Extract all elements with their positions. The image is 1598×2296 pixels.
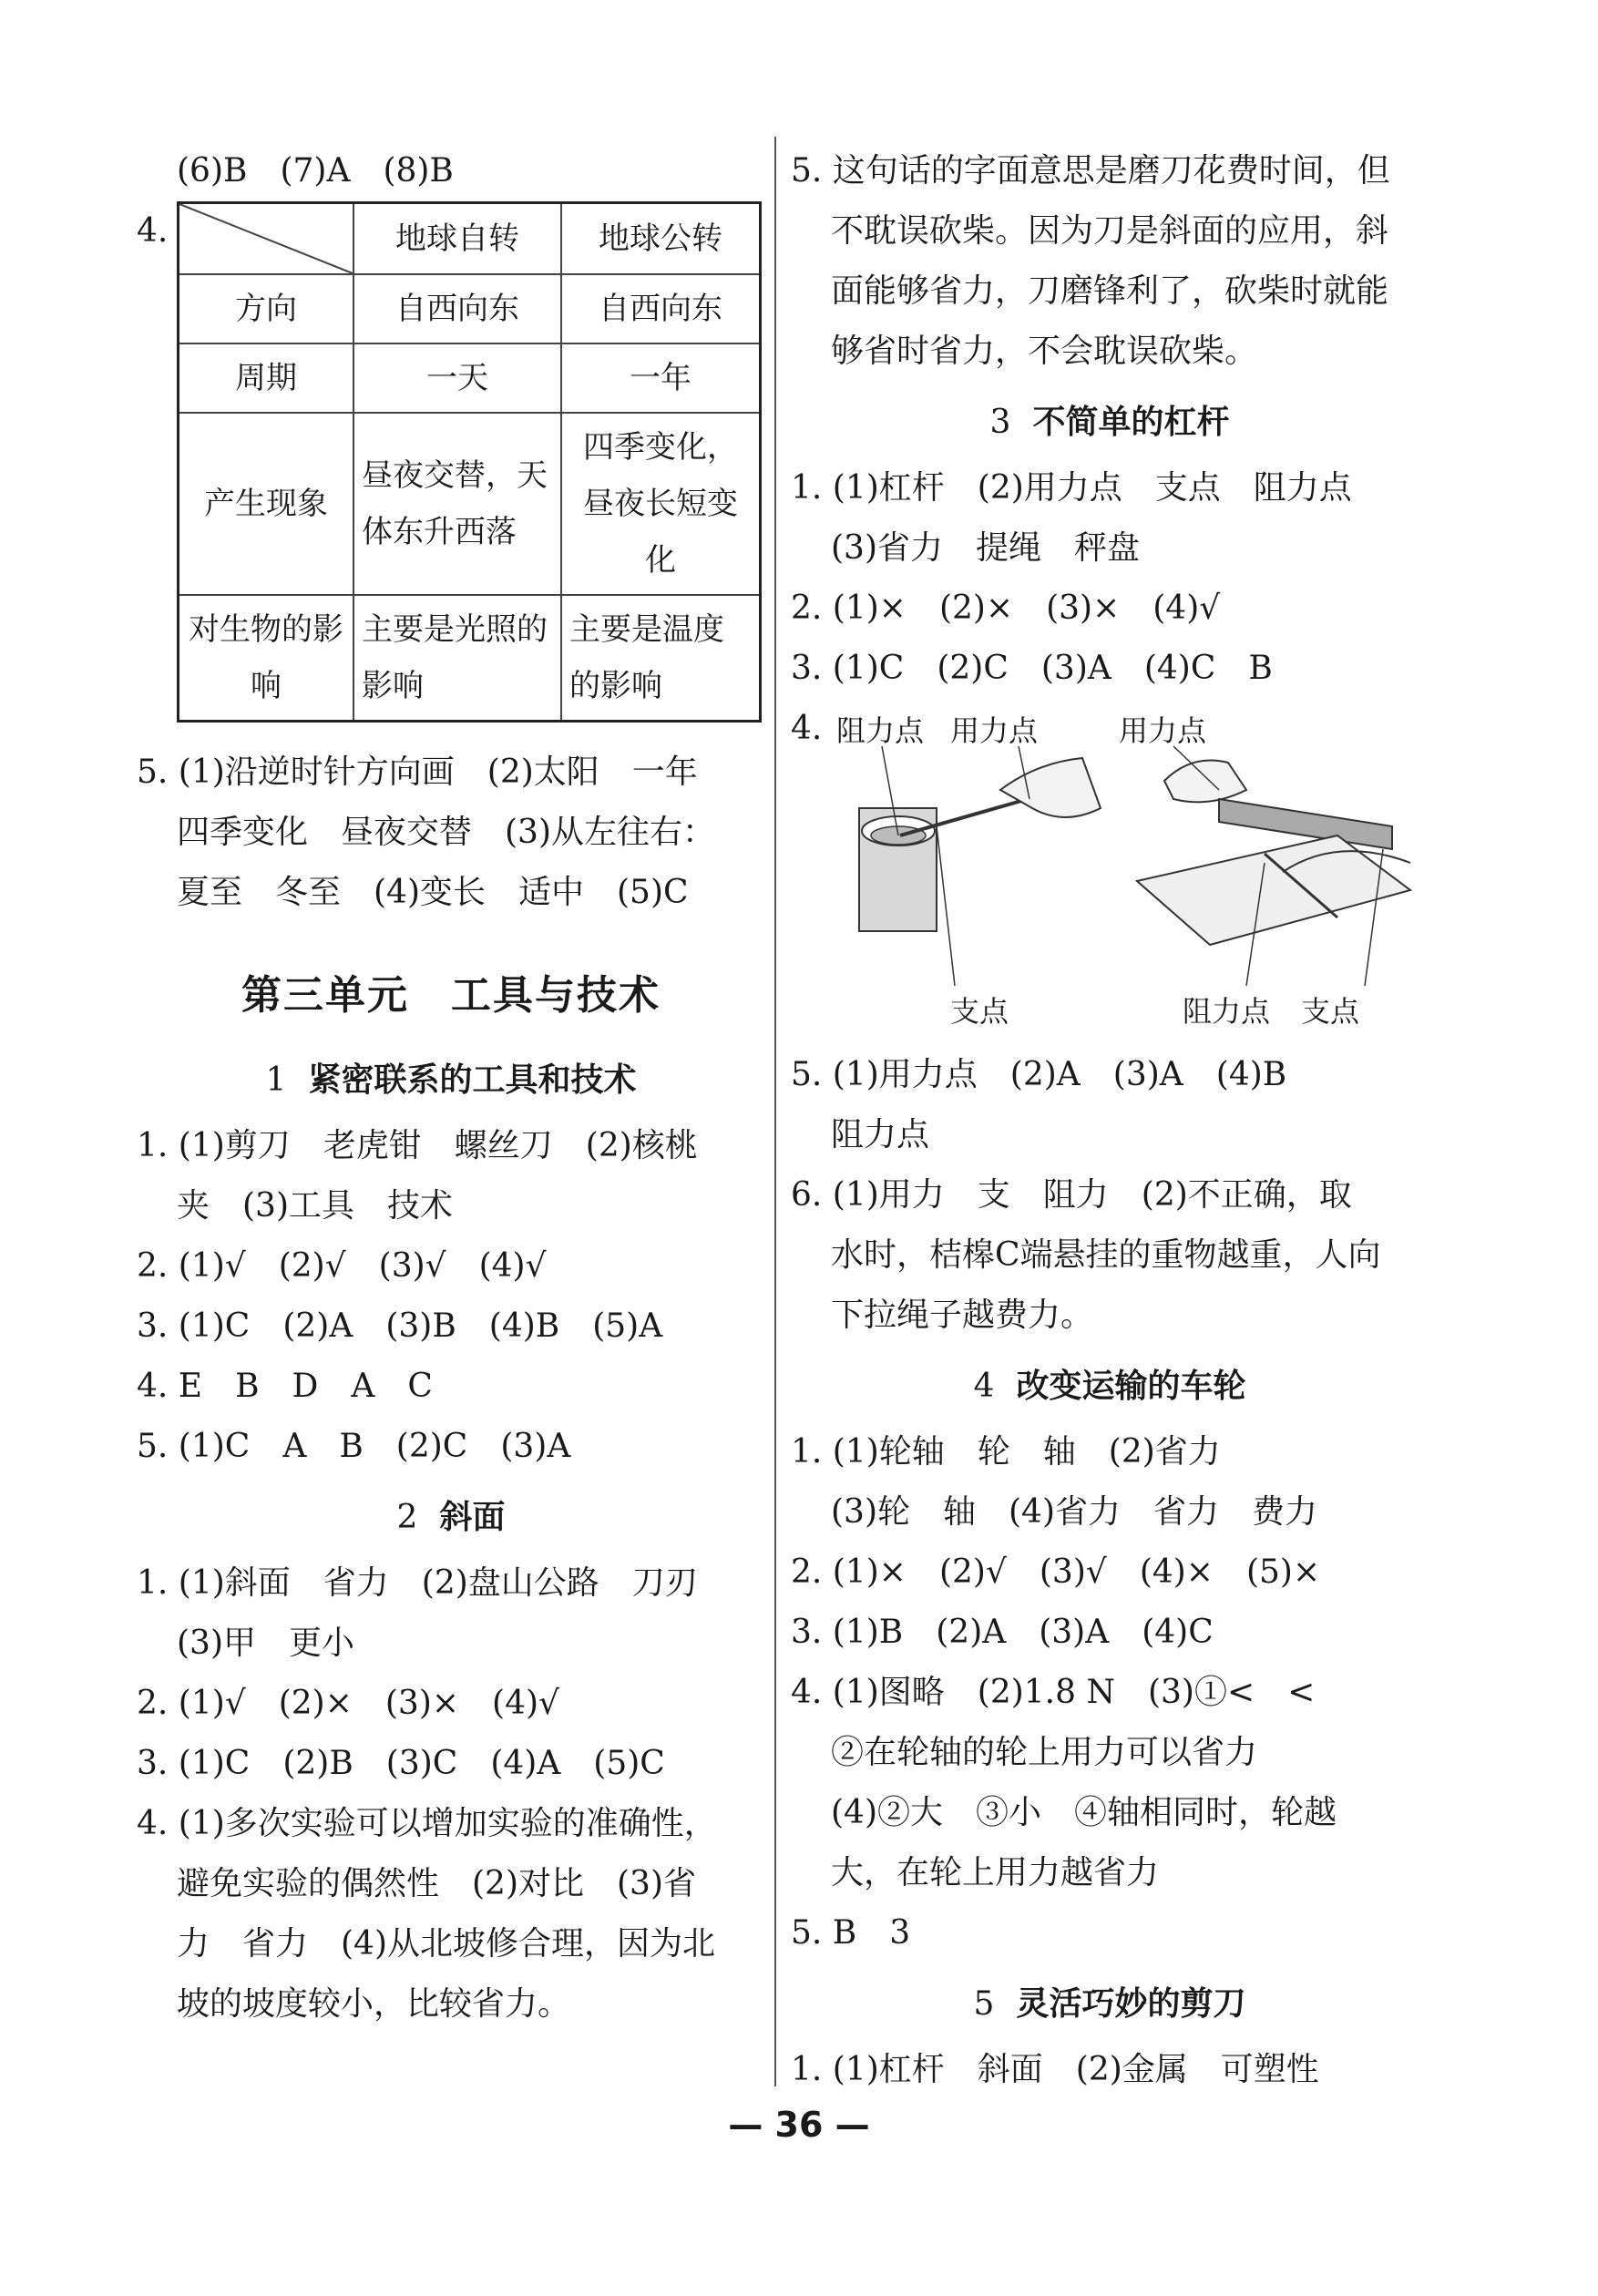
row-label: 产生现象 <box>179 413 354 595</box>
figure-label: 用力点 <box>950 713 1039 748</box>
answer-line: 阻力点 <box>831 1116 930 1153</box>
table-corner-cell <box>179 203 354 275</box>
table-header: 地球公转 <box>561 203 761 275</box>
table-cell: 自西向东 <box>561 274 761 343</box>
answer-line: 5. B 3 <box>791 1914 911 1952</box>
answer-line: 不耽误砍柴。因为刀是斜面的应用，斜 <box>831 212 1389 250</box>
answer-line: 够省时省力，不会耽误砍柴。 <box>831 333 1258 370</box>
answer-line: 夹 (3)工具 技术 <box>177 1187 453 1225</box>
left-column <box>137 141 765 2035</box>
answer-line: 3. (1)C (2)C (3)A (4)C B <box>791 650 1273 687</box>
table-row <box>179 595 761 722</box>
section-name: 不简单的杠杆 <box>1032 404 1230 441</box>
section-name: 灵活巧妙的剪刀 <box>1016 1985 1246 2023</box>
table-cell: 主要是温度的影响 <box>561 595 761 722</box>
answer-line: 1. (1)剪刀 老虎钳 螺丝刀 (2)核桃 <box>137 1127 698 1164</box>
figure-label: 支点 <box>950 994 1009 1029</box>
table-cell: 主要是光照的影响 <box>353 595 561 722</box>
earth-motion-table-block <box>137 201 765 723</box>
section-title <box>791 1974 1429 2035</box>
answer-line: 2. (1)× (2)√ (3)√ (4)× (5)× <box>791 1553 1321 1591</box>
section-number: 5 <box>973 1985 995 2023</box>
answer-line: 四季变化 昼夜交替 (3)从左往右： <box>177 814 715 851</box>
page-number: — 36 — <box>728 2105 870 2145</box>
answer-line: ②在轮轴的轮上用力可以省力 <box>831 1734 1258 1771</box>
section-title <box>791 393 1429 453</box>
answer-line: 1. (1)杠杆 斜面 (2)金属 可塑性 <box>791 2051 1319 2088</box>
answer-line: (6)B (7)A (8)B <box>177 152 454 190</box>
row-label: 周期 <box>179 343 354 413</box>
table-header: 地球自转 <box>353 203 561 275</box>
section-name: 改变运输的车轮 <box>1016 1368 1246 1405</box>
answer-line: 5. (1)C A B (2)C (3)A <box>137 1428 571 1465</box>
figure-label: 用力点 <box>1119 713 1207 748</box>
answer-line: 避免实验的偶然性 (2)对比 (3)省 <box>177 1865 696 1902</box>
answer-line: 4. (1)多次实验可以增加实验的准确性， <box>137 1805 717 1842</box>
answer-line: 5. 这句话的字面意思是磨刀花费时间，但 <box>791 152 1390 190</box>
section-title <box>137 1051 765 1111</box>
answer-line: 4. (1)图略 (2)1.8 N (3)①< < <box>791 1674 1316 1711</box>
figure-label: 支点 <box>1301 994 1360 1029</box>
answer-line: (3)省力 提绳 秤盘 <box>831 529 1140 567</box>
answer-line: 下拉绳子越费力。 <box>831 1297 1094 1334</box>
answer-line: 1. (1)斜面 省力 (2)盘山公路 刀刃 <box>137 1564 698 1602</box>
section-number: 1 <box>265 1061 287 1099</box>
figure-label: 阻力点 <box>836 713 925 748</box>
section-title <box>791 1357 1429 1417</box>
answer-line: 面能够省力，刀磨锋利了，砍柴时就能 <box>831 272 1389 310</box>
section-name: 斜面 <box>439 1499 506 1536</box>
lever-illustration <box>791 699 1429 999</box>
table-cell: 一年 <box>561 343 761 413</box>
table-cell: 一天 <box>353 343 561 413</box>
earth-motion-table <box>177 201 762 723</box>
section-name: 紧密联系的工具和技术 <box>308 1061 637 1099</box>
answer-line: (3)轮 轴 (4)省力 省力 费力 <box>831 1493 1317 1531</box>
answer-line: 3. (1)C (2)A (3)B (4)B (5)A <box>137 1307 663 1345</box>
answer-line: 1. (1)杠杆 (2)用力点 支点 阻力点 <box>791 469 1352 507</box>
answer-line: 1. (1)轮轴 轮 轴 (2)省力 <box>791 1433 1221 1471</box>
section-number: 3 <box>989 404 1011 441</box>
table-cell: 昼夜交替，天体东升西落 <box>353 413 561 595</box>
table-cell: 四季变化，昼夜长短变化 <box>561 413 761 595</box>
row-label: 方向 <box>179 274 354 343</box>
answer-line: 4. E B D A C <box>137 1368 433 1405</box>
answer-line: 5. (1)沿逆时针方向画 (2)太阳 一年 <box>137 753 698 791</box>
answer-line: (4)②大 ③小 ④轴相同时，轮越 <box>831 1794 1337 1831</box>
answer-line: 2. (1)√ (2)√ (3)√ (4)√ <box>137 1247 547 1285</box>
answer-line: 大，在轮上用力越省力 <box>831 1854 1160 1891</box>
row-label: 对生物的影响 <box>179 595 354 722</box>
diagonal-line <box>179 204 353 273</box>
figure-label: 阻力点 <box>1183 994 1271 1029</box>
table-row <box>179 343 761 413</box>
table-cell: 自西向东 <box>353 274 561 343</box>
answer-line: 夏至 冬至 (4)变长 适中 (5)C <box>177 874 689 911</box>
table-row <box>179 274 761 343</box>
unit-title: 第三单元 工具与技术 <box>241 972 661 1019</box>
answer-line: 坡的坡度较小，比较省力。 <box>177 1985 571 2023</box>
answer-line: 2. (1)× (2)× (3)× (4)√ <box>791 589 1221 627</box>
question-number: 4. <box>791 710 823 747</box>
right-column <box>791 141 1429 2100</box>
answer-line: 3. (1)C (2)B (3)C (4)A (5)C <box>137 1745 665 1782</box>
answer-line: (3)甲 更小 <box>177 1625 354 1662</box>
section-title <box>137 1488 765 1548</box>
answer-line: 力 省力 (4)从北坡修合理，因为北 <box>177 1925 715 1963</box>
question-number: 4. <box>137 212 169 250</box>
column-divider <box>774 137 776 2086</box>
answer-line: 3. (1)B (2)A (3)A (4)C <box>791 1614 1214 1651</box>
answer-line: 2. (1)√ (2)× (3)× (4)√ <box>137 1685 559 1722</box>
table-row <box>179 413 761 595</box>
lever-figure-block <box>791 699 1429 1045</box>
answer-line: 5. (1)用力点 (2)A (3)A (4)B <box>791 1056 1287 1093</box>
section-number: 2 <box>396 1499 418 1536</box>
section-number: 4 <box>973 1368 995 1405</box>
answer-line: 6. (1)用力 支 阻力 (2)不正确，取 <box>791 1176 1352 1214</box>
answer-line: 水时，桔槔C端悬挂的重物越重，人向 <box>831 1236 1381 1274</box>
